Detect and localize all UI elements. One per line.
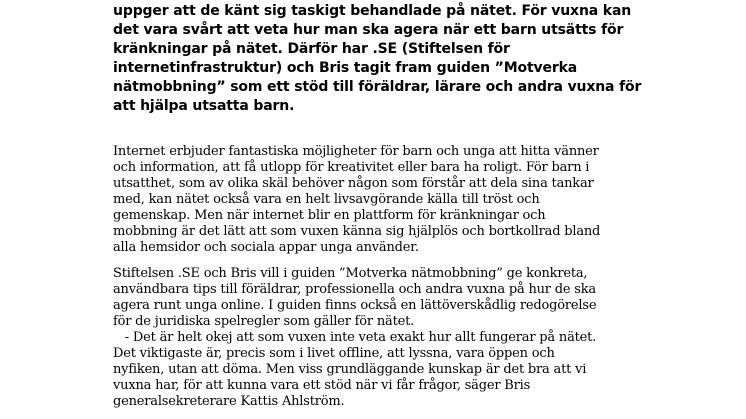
lead-line: kränkningar på nätet. Därför har .SE (Stiftelsen för — [113, 41, 510, 57]
body-line: och information, att få utlopp för kreativitet eller bara ha roligt. För barn i — [113, 160, 590, 175]
quote-line: - Det är helt okej att som vuxen inte veta exakt hur allt fungerar på nätet. — [113, 330, 597, 345]
document-page — [113, 0, 738, 419]
body-line: med, kan nätet också vara en helt livsavgörande källa till tröst och — [113, 192, 540, 207]
body-line: gemenskap. Men när internet blir en plattform för kränkningar och — [113, 208, 546, 223]
lead-line: internetinfrastruktur) och Bris tagit fram guiden ”Motverka — [113, 60, 578, 76]
body-line: utsatthet, som av olika skäl behöver någon som förstår att dela sina tankar — [113, 176, 594, 191]
body-line: Internet erbjuder fantastiska möjligheter för barn och unga att hitta vänner — [113, 144, 599, 159]
body-line: Stiftelsen .SE och Bris vill i guiden ”Motverka nätmobbning” ge konkreta, — [113, 266, 588, 281]
body-paragraph-1 — [113, 144, 738, 256]
lead-paragraph — [113, 2, 738, 116]
body-line: alla hemsidor och sociala appar unga använder. — [113, 240, 419, 255]
lead-line: uppger att de känt sig taskigt behandlade på nätet. För vuxna kan — [113, 3, 632, 19]
body-line: användbara tips till föräldrar, professionella och andra vuxna på hur de ska — [113, 282, 596, 297]
lead-line: det vara svårt att veta hur man ska agera när ett barn utsätts för — [113, 22, 624, 38]
lead-line: att hjälpa utsatta barn. — [113, 98, 295, 114]
quote-line: nyfiken, utan att döma. Men viss grundläggande kunskap är det bra att vi — [113, 362, 587, 377]
body-line: för de juridiska spelregler som gäller för nätet. — [113, 314, 415, 329]
quote-line: generalsekreterare Kattis Ahlström. — [113, 394, 345, 409]
body-line: mobbning är det lätt att som vuxen känna sig hjälplös och bortkollrad bland — [113, 224, 601, 239]
quote-line: vuxna har, för att kunna vara ett stöd när vi får frågor, säger Bris — [113, 378, 531, 393]
quote-line: Det viktigaste är, precis som i livet offline, att lyssna, vara öppen och — [113, 346, 555, 361]
body-line: agera runt unga online. I guiden finns också en lättöverskådlig redogörelse — [113, 298, 597, 313]
lead-line: nätmobbning” som ett stöd till föräldrar, lärare och andra vuxna för — [113, 79, 642, 95]
body-paragraph-2 — [113, 266, 738, 410]
